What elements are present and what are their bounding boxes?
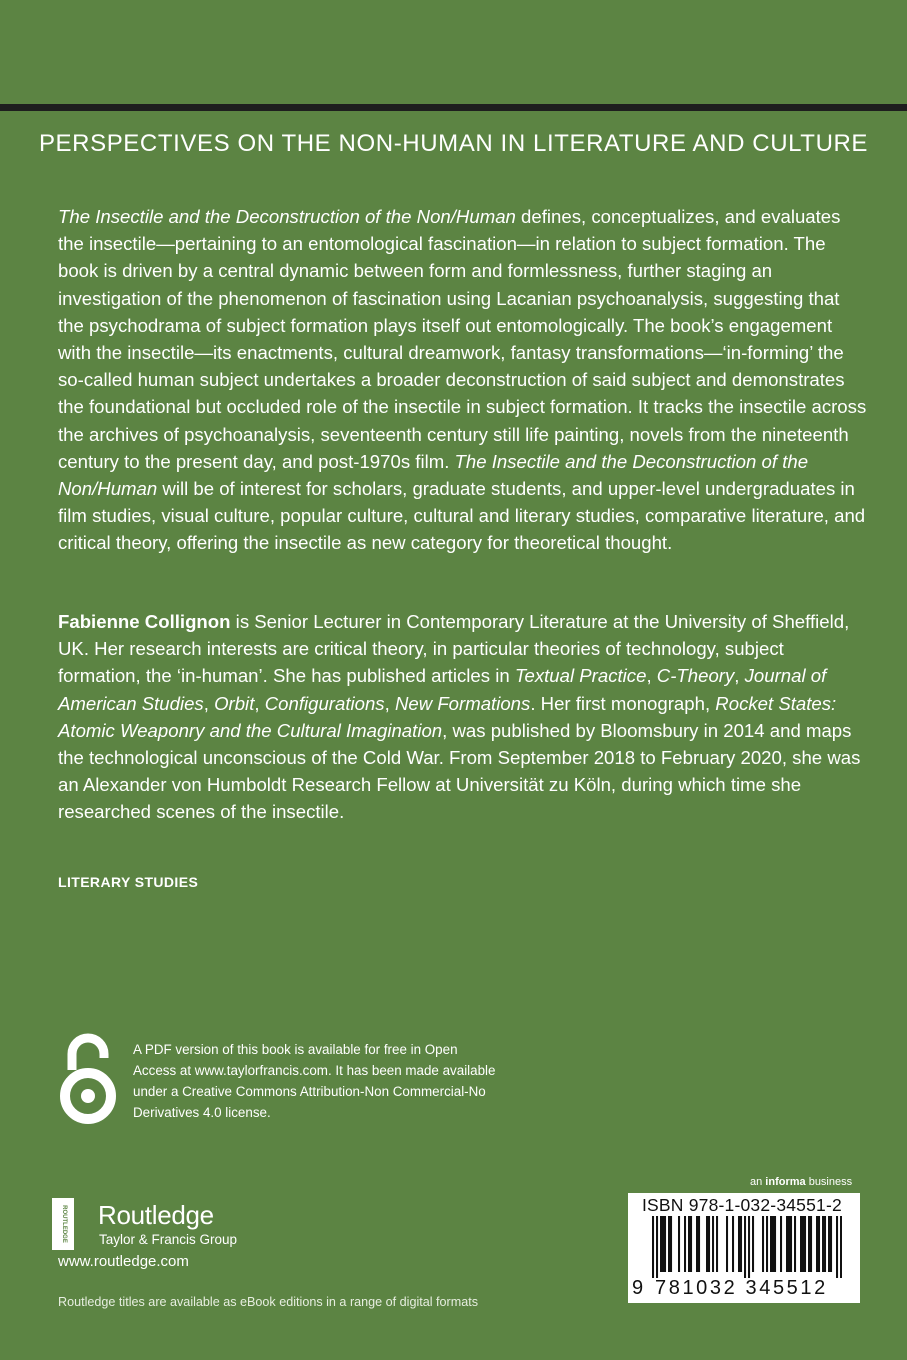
barcode-bar [780, 1216, 782, 1272]
barcode-bar [716, 1216, 718, 1272]
barcode-bar [698, 1216, 700, 1272]
informa-tagline: an informa business [750, 1176, 853, 1188]
barcode-bar [802, 1216, 804, 1272]
barcode-bar [762, 1216, 764, 1272]
barcode-bar [790, 1216, 792, 1272]
barcode-bar [668, 1216, 670, 1272]
barcode-bar [664, 1216, 666, 1272]
barcode-bar [828, 1216, 830, 1272]
barcode-bar [688, 1216, 690, 1272]
barcode-bar [766, 1216, 768, 1272]
barcode-bar [656, 1216, 658, 1278]
isbn-digits: 781032 345512 [655, 1277, 828, 1299]
author-bio: Fabienne Collignon is Senior Lecturer in Contemporary Literature at the University of Sheffield, UK. Her research interests are critical theory, in particular theories of technology, subject formation, the ‘in-human’. She has published articles in Textual Practice, C-Theory, Journal of American Studies, Orbit, Configurations, New Formations. Her first monograph, Rocket States: Atomic Weaponry and the Cultural Imagination, was published by Bloomsbury in 2014 and maps the technological unconscious of the Cold War. From September 2018 to February 2020, she was an Alexander von Humboldt Research Fellow at Universität zu Köln, during which time she researched scenes of the insectile. [58, 611, 861, 823]
svg-text:ROUTLEDGE: ROUTLEDGE [61, 1205, 67, 1243]
barcode-bar [830, 1216, 832, 1272]
monograph-title: Rocket States: Atomic Weaponry and the Cultural Imagination [58, 692, 837, 741]
barcode-bar [772, 1216, 774, 1272]
isbn-label: ISBN 978-1-032-34551-2 [642, 1195, 842, 1215]
barcode-bar [690, 1216, 692, 1272]
barcode-bar [822, 1216, 824, 1272]
barcode-bar [708, 1216, 710, 1272]
barcode-bar [662, 1216, 664, 1272]
barcode-bar [786, 1216, 788, 1272]
top-divider [0, 104, 907, 111]
author-name: Fabienne Collignon [58, 611, 231, 632]
barcode-bar [678, 1216, 680, 1272]
barcode-bar [748, 1216, 750, 1278]
barcode-bar [712, 1216, 714, 1272]
barcode-bar [810, 1216, 812, 1272]
barcode [652, 1216, 842, 1278]
barcode-bar [740, 1216, 742, 1272]
barcode-bar [788, 1216, 790, 1272]
ebook-note: Routledge titles are available as eBook editions in a range of digital formats [58, 1295, 479, 1309]
barcode-bar [706, 1216, 708, 1272]
barcode-bar [726, 1216, 728, 1272]
series-title: PERSPECTIVES ON THE NON-HUMAN IN LITERATURE AND CULTURE [38, 130, 869, 157]
barcode-bar [732, 1216, 734, 1272]
routledge-logo [52, 1198, 74, 1250]
barcode-bar [824, 1216, 826, 1272]
barcode-bar [800, 1216, 802, 1272]
barcode-bar [804, 1216, 806, 1272]
barcode-bar [836, 1216, 838, 1278]
publisher-group: Taylor & Francis Group [99, 1232, 238, 1247]
isbn-lead-digit: 9 [632, 1277, 644, 1299]
barcode-bar [652, 1216, 654, 1278]
barcode-bar [818, 1216, 820, 1272]
isbn-barcode-block [628, 1193, 860, 1303]
publisher-url[interactable]: www.routledge.com [58, 1253, 189, 1270]
subject-category: LITERARY STUDIES [58, 874, 199, 890]
barcode-bar [770, 1216, 772, 1272]
barcode-bar [794, 1216, 796, 1272]
barcode-bar [660, 1216, 662, 1272]
barcode-bar [816, 1216, 818, 1272]
barcode-bar [684, 1216, 686, 1272]
book-title: The Insectile and the Deconstruction of the Non/Human [58, 450, 809, 500]
book-title: The Insectile and the Deconstruction of the Non/Human [58, 206, 516, 227]
barcode-bar [774, 1216, 776, 1272]
barcode-bar [752, 1216, 754, 1272]
open-access-notice: A PDF version of this book is available for free in Open Access at www.taylorfrancis.com. It has been made available under a Creative Commons Attribution-Non Commercial-No Derivatives 4.0 license. [133, 1042, 496, 1120]
open-access-icon [56, 1030, 120, 1126]
book-description: The Insectile and the Deconstruction of the Non/Human defines, conceptualizes, and evaluates the insectile—pertaining to an entomological fascination—in relation to subject formation. The book is driven by a central dynamic between form and formlessness, further staging an investigation of the phenomenon of fascination using Lacanian psychoanalysis, suggesting that the psychodrama of subject formation plays itself out entomologically. The book’s engagement with the insectile—its enactments, cultural dreamwork, fantasy transformations—‘in-forming’ the so-called human subject undertakes a broader deconstruction of said subject and demonstrates the foundational but occluded role of the insectile in subject formation. It tracks the insectile across the archives of psychoanalysis, seventeenth century still life painting, novels from the nineteenth century to the present day, and post-1970s film. The Insectile and the Deconstruction of the Non/Human will be of interest for scholars, graduate students, and upper-level undergraduates in film studies, visual culture, popular culture, cultural and literary studies, comparative literature, and critical theory, offering the insectile as new category for theoretical thought. [58, 206, 867, 554]
barcode-bar [840, 1216, 842, 1278]
barcode-bar [738, 1216, 740, 1272]
barcode-bar [696, 1216, 698, 1272]
publisher-name: Routledge [98, 1200, 214, 1230]
barcode-bar [744, 1216, 746, 1278]
barcode-bar [670, 1216, 672, 1272]
barcode-bar [808, 1216, 810, 1272]
